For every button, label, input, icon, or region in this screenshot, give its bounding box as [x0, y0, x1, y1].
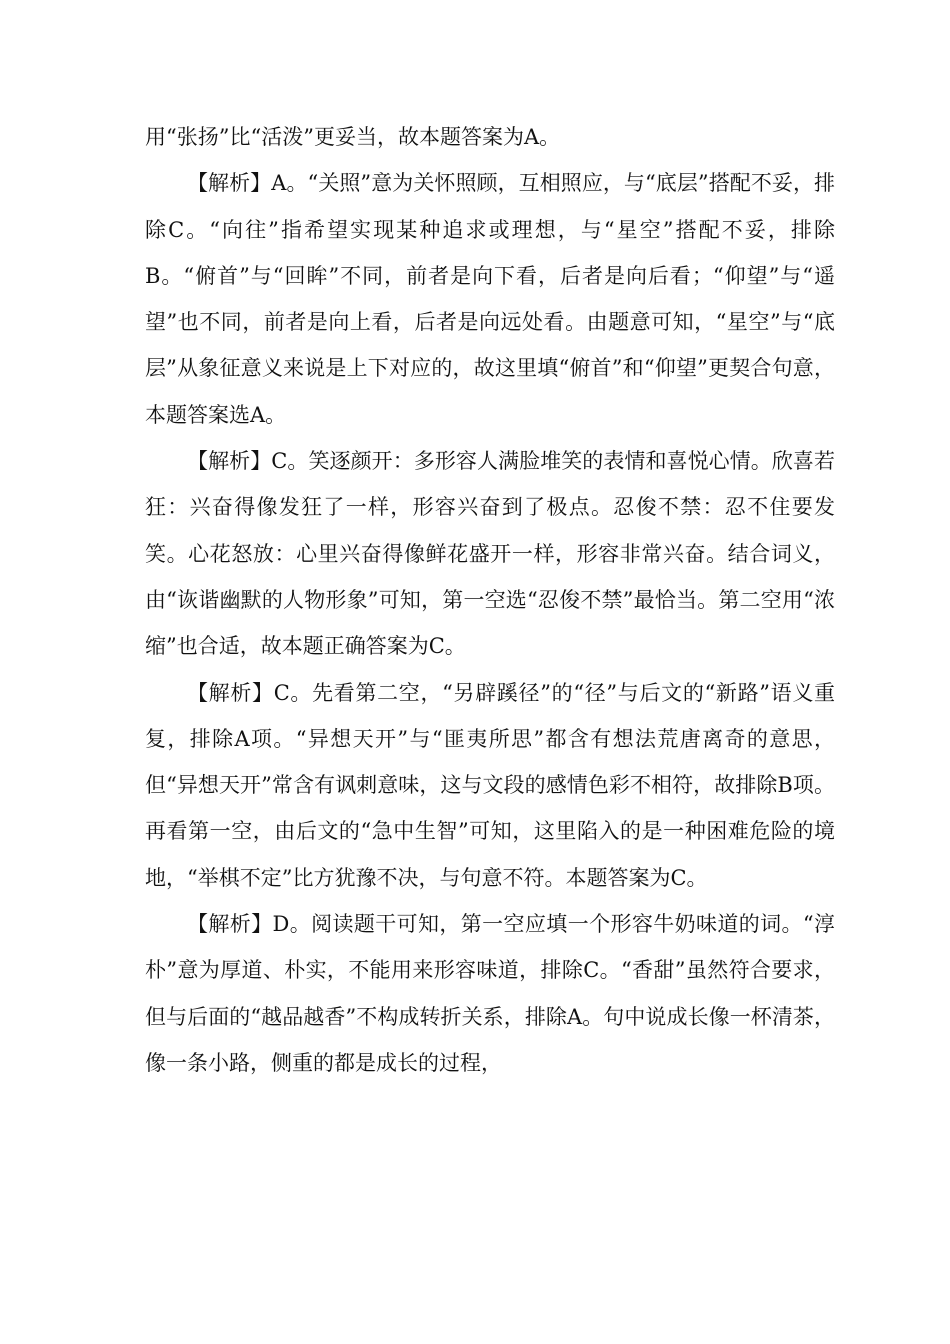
paragraph-analysis-2: 【解析】C。笑逐颜开：多形容人满脸堆笑的表情和喜悦心情。欣喜若狂：兴奋得像发狂了一样，形容兴奋到了极点。忍俊不禁：忍不住要发笑。心花怒放：心里兴奋得像鲜花盛开一样，形容非常兴奋。结合词义，由“诙谐幽默的人物形象”可知，第一空选“忍俊不禁”最恰当。第二空用“浓缩”也合适，故本题正确答案为C。	[145, 449, 835, 659]
paragraph-continuation: 用“张扬”比“活泼”更妥当，故本题答案为A。	[145, 125, 561, 149]
document-page	[145, 114, 835, 1086]
paragraph-analysis-1: 【解析】A。“关照”意为关怀照顾，互相照应，与“底层”搭配不妥，排除C。“向往”指希望实现某种追求或理想，与“星空”搭配不妥，排除B。“俯首”与“回眸”不同，前者是向下看，后者是向后看；“仰望”与“遥望”也不同，前者是向上看，后者是向远处看。由题意可知，“星空”与“底层”从象征意义来说是上下对应的，故这里填“俯首”和“仰望”更契合句意，本题答案选A。	[145, 171, 835, 427]
paragraph-analysis-3: 【解析】C。先看第二空，“另辟蹊径”的“径”与后文的“新路”语义重复，排除A项。“异想天开”与“匪夷所思”都含有想法荒唐离奇的意思，但“异想天开”常含有讽刺意味，这与文段的感情色彩不相符，故排除B项。再看第一空，由后文的“急中生智”可知，这里陷入的是一种困难危险的境地，“举棋不定”比方犹豫不决，与句意不符。本题答案为C。	[145, 680, 835, 890]
paragraph-analysis-4: 【解析】D。阅读题干可知，第一空应填一个形容牛奶味道的词。“淳朴”意为厚道、朴实，不能用来形容味道，排除C。“香甜”虽然符合要求，但与后面的“越品越香”不构成转折关系，排除A。句中说成长像一杯清茶，像一条小路，侧重的都是成长的过程，	[145, 912, 835, 1075]
